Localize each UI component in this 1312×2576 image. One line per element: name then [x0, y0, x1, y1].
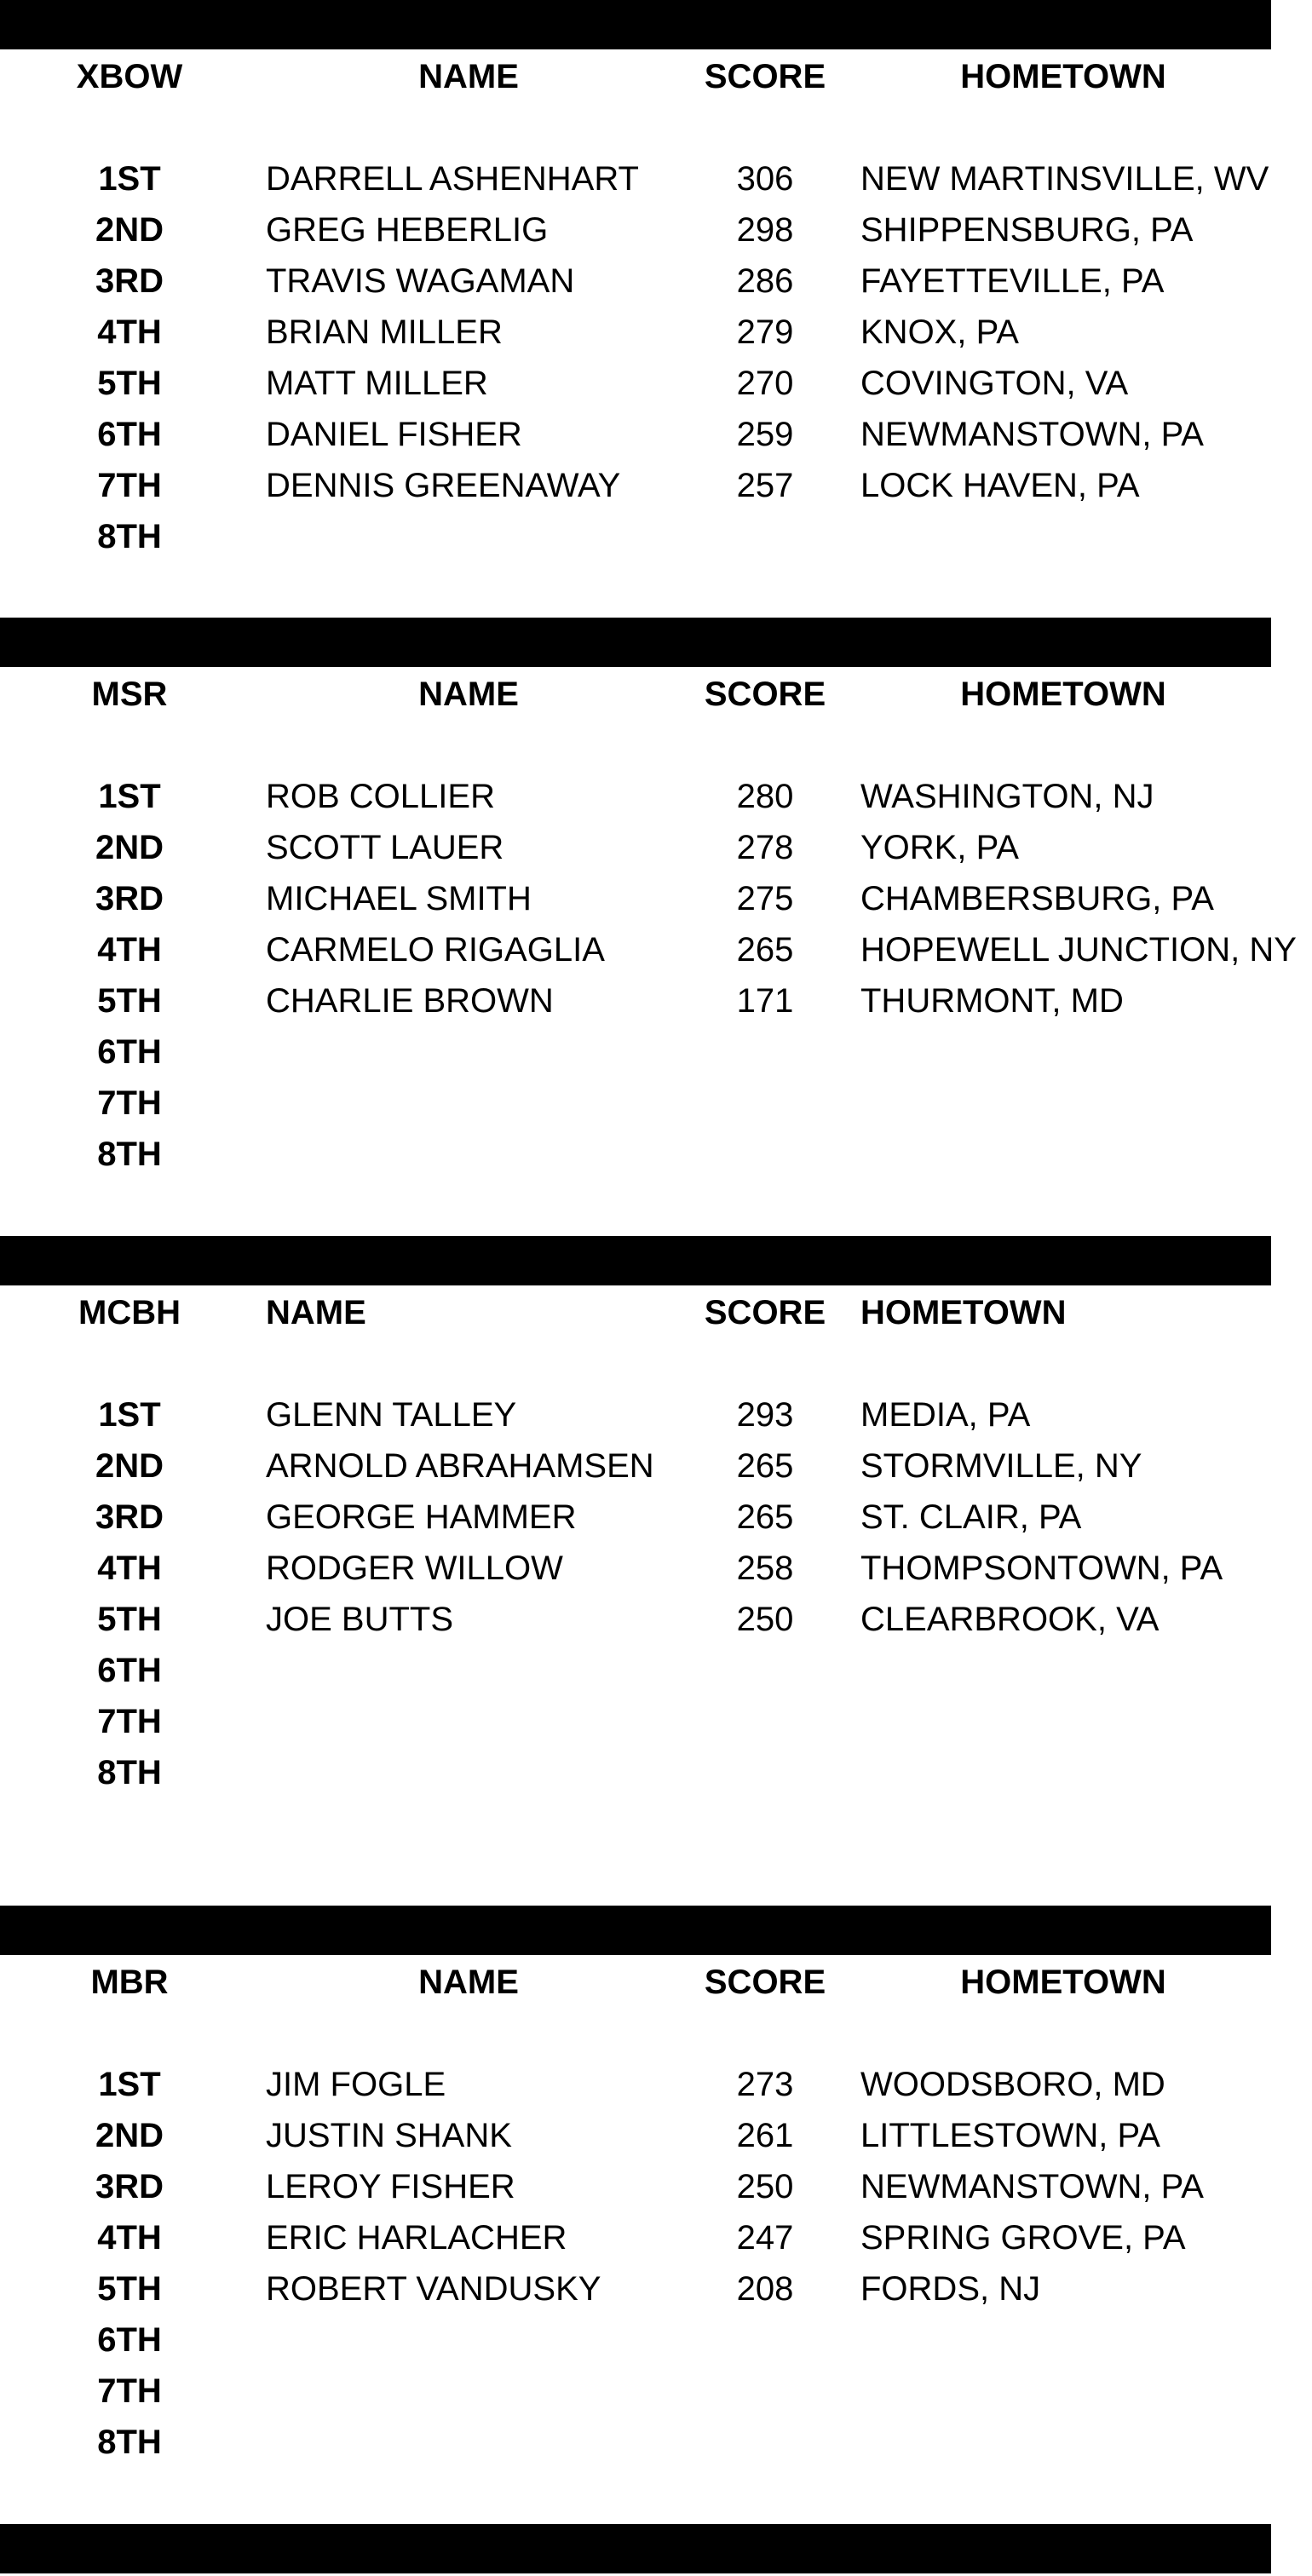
name-cell: ARNOLD ABRAHAMSEN: [266, 1447, 654, 1485]
table-row: [0, 1129, 1312, 1180]
header-row: [0, 1287, 1312, 1338]
divider-bar: [0, 0, 1271, 49]
name-cell: DENNIS GREENAWAY: [266, 467, 621, 504]
hometown-cell: SPRING GROVE, PA: [860, 2219, 1186, 2257]
header-row: [0, 51, 1312, 102]
place-cell: 6TH: [97, 1652, 162, 1689]
score-cell: 275: [736, 880, 794, 917]
table-row: [0, 1389, 1312, 1440]
name-cell: ERIC HARLACHER: [266, 2219, 567, 2257]
division-label: MSR: [91, 676, 168, 713]
hometown-cell: LOCK HAVEN, PA: [860, 467, 1140, 504]
table-row: [0, 1747, 1312, 1798]
hometown-cell: THOMPSONTOWN, PA: [860, 1550, 1223, 1587]
name-cell: ROB COLLIER: [266, 778, 495, 815]
place-cell: 3RD: [95, 262, 164, 300]
place-cell: 8TH: [97, 1136, 162, 1173]
place-cell: 5TH: [97, 365, 162, 402]
hometown-cell: ST. CLAIR, PA: [860, 1498, 1082, 1536]
name-cell: MATT MILLER: [266, 365, 488, 402]
header-row: [0, 669, 1312, 720]
hometown-cell: FAYETTEVILLE, PA: [860, 262, 1165, 300]
table-row: [0, 771, 1312, 822]
table-row: [0, 975, 1312, 1026]
divider-bar: [0, 1906, 1271, 1955]
place-cell: 7TH: [97, 467, 162, 504]
table-row: [0, 2212, 1312, 2263]
name-cell: JUSTIN SHANK: [266, 2117, 512, 2154]
name-cell: ROBERT VANDUSKY: [266, 2270, 601, 2308]
hometown-cell: THURMONT, MD: [860, 982, 1124, 1020]
name-cell: JIM FOGLE: [266, 2066, 446, 2103]
score-header: SCORE: [704, 676, 826, 713]
place-cell: 8TH: [97, 518, 162, 555]
score-cell: 270: [736, 365, 794, 402]
place-cell: 3RD: [95, 880, 164, 917]
score-cell: 258: [736, 1550, 794, 1587]
score-cell: 247: [736, 2219, 794, 2257]
table-row: [0, 924, 1312, 975]
place-cell: 3RD: [95, 1498, 164, 1536]
name-header: NAME: [418, 58, 519, 95]
hometown-cell: WASHINGTON, NJ: [860, 778, 1154, 815]
name-header: NAME: [418, 676, 519, 713]
score-cell: 286: [736, 262, 794, 300]
name-cell: CARMELO RIGAGLIA: [266, 931, 605, 969]
hometown-header: HOMETOWN: [960, 58, 1166, 95]
table-row: [0, 2161, 1312, 2212]
table-row: [0, 511, 1312, 562]
hometown-cell: KNOX, PA: [860, 313, 1019, 351]
table-row: [0, 1645, 1312, 1696]
table-row: [0, 1078, 1312, 1129]
place-cell: 2ND: [95, 211, 164, 249]
table-row: [0, 409, 1312, 460]
score-cell: 171: [736, 982, 794, 1020]
place-cell: 6TH: [97, 1033, 162, 1071]
score-cell: 278: [736, 829, 794, 866]
table-row: [0, 256, 1312, 307]
table-row: [0, 2314, 1312, 2366]
score-cell: 250: [736, 1601, 794, 1638]
hometown-header: HOMETOWN: [860, 1294, 1067, 1331]
name-cell: DANIEL FISHER: [266, 416, 522, 453]
table-row: [0, 2417, 1312, 2468]
place-cell: 5TH: [97, 982, 162, 1020]
divider-bar: [0, 2524, 1271, 2573]
score-header: SCORE: [704, 58, 826, 95]
score-cell: 265: [736, 1447, 794, 1485]
hometown-cell: CHAMBERSBURG, PA: [860, 880, 1214, 917]
score-cell: 298: [736, 211, 794, 249]
place-cell: 5TH: [97, 1601, 162, 1638]
hometown-cell: CLEARBROOK, VA: [860, 1601, 1160, 1638]
place-cell: 2ND: [95, 829, 164, 866]
score-cell: 208: [736, 2270, 794, 2308]
score-cell: 265: [736, 931, 794, 969]
hometown-header: HOMETOWN: [960, 676, 1166, 713]
name-header: NAME: [266, 1294, 366, 1331]
hometown-cell: MEDIA, PA: [860, 1396, 1031, 1434]
name-cell: RODGER WILLOW: [266, 1550, 563, 1587]
division-label: MCBH: [78, 1294, 181, 1331]
place-cell: 4TH: [97, 931, 162, 969]
hometown-cell: NEW MARTINSVILLE, WV: [860, 160, 1269, 198]
table-row: [0, 1543, 1312, 1594]
table-row: [0, 1026, 1312, 1078]
division-label: XBOW: [76, 58, 183, 95]
place-cell: 4TH: [97, 2219, 162, 2257]
table-row: [0, 1440, 1312, 1492]
score-header: SCORE: [704, 1294, 826, 1331]
place-cell: 1ST: [98, 160, 161, 198]
table-row: [0, 1696, 1312, 1747]
hometown-cell: LITTLESTOWN, PA: [860, 2117, 1160, 2154]
place-cell: 8TH: [97, 2424, 162, 2461]
score-cell: 259: [736, 416, 794, 453]
hometown-cell: STORMVILLE, NY: [860, 1447, 1142, 1485]
place-cell: 8TH: [97, 1754, 162, 1791]
score-cell: 273: [736, 2066, 794, 2103]
place-cell: 1ST: [98, 1396, 161, 1434]
place-cell: 2ND: [95, 1447, 164, 1485]
table-row: [0, 2059, 1312, 2110]
score-cell: 280: [736, 778, 794, 815]
score-cell: 257: [736, 467, 794, 504]
place-cell: 7TH: [97, 2372, 162, 2410]
score-cell: 293: [736, 1396, 794, 1434]
table-row: [0, 1492, 1312, 1543]
score-cell: 261: [736, 2117, 794, 2154]
place-cell: 3RD: [95, 2168, 164, 2205]
score-cell: 265: [736, 1498, 794, 1536]
table-row: [0, 2366, 1312, 2417]
table-row: [0, 2263, 1312, 2314]
name-cell: CHARLIE BROWN: [266, 982, 554, 1020]
place-cell: 5TH: [97, 2270, 162, 2308]
name-cell: GEORGE HAMMER: [266, 1498, 577, 1536]
score-cell: 250: [736, 2168, 794, 2205]
table-row: [0, 2110, 1312, 2161]
hometown-header: HOMETOWN: [960, 1964, 1166, 2001]
header-row: [0, 1957, 1312, 2008]
score-cell: 279: [736, 313, 794, 351]
place-cell: 4TH: [97, 313, 162, 351]
hometown-cell: NEWMANSTOWN, PA: [860, 2168, 1204, 2205]
name-cell: GLENN TALLEY: [266, 1396, 517, 1434]
table-row: [0, 358, 1312, 409]
name-cell: LEROY FISHER: [266, 2168, 515, 2205]
table-row: [0, 460, 1312, 511]
divider-bar: [0, 1236, 1271, 1285]
name-cell: GREG HEBERLIG: [266, 211, 549, 249]
score-header: SCORE: [704, 1964, 826, 2001]
name-cell: MICHAEL SMITH: [266, 880, 532, 917]
name-cell: JOE BUTTS: [266, 1601, 454, 1638]
hometown-cell: WOODSBORO, MD: [860, 2066, 1165, 2103]
hometown-cell: COVINGTON, VA: [860, 365, 1129, 402]
table-row: [0, 204, 1312, 256]
name-cell: SCOTT LAUER: [266, 829, 504, 866]
table-row: [0, 1594, 1312, 1645]
divider-bar: [0, 618, 1271, 667]
place-cell: 7TH: [97, 1084, 162, 1122]
table-row: [0, 873, 1312, 924]
hometown-cell: SHIPPENSBURG, PA: [860, 211, 1194, 249]
place-cell: 2ND: [95, 2117, 164, 2154]
place-cell: 7TH: [97, 1703, 162, 1740]
place-cell: 4TH: [97, 1550, 162, 1587]
name-cell: TRAVIS WAGAMAN: [266, 262, 575, 300]
hometown-cell: HOPEWELL JUNCTION, NY: [860, 931, 1297, 969]
hometown-cell: NEWMANSTOWN, PA: [860, 416, 1204, 453]
table-row: [0, 307, 1312, 358]
division-label: MBR: [90, 1964, 169, 2001]
place-cell: 6TH: [97, 2321, 162, 2359]
name-header: NAME: [418, 1964, 519, 2001]
name-cell: BRIAN MILLER: [266, 313, 503, 351]
table-row: [0, 153, 1312, 204]
hometown-cell: FORDS, NJ: [860, 2270, 1041, 2308]
place-cell: 1ST: [98, 778, 161, 815]
place-cell: 6TH: [97, 416, 162, 453]
place-cell: 1ST: [98, 2066, 161, 2103]
name-cell: DARRELL ASHENHART: [266, 160, 639, 198]
hometown-cell: YORK, PA: [860, 829, 1019, 866]
table-row: [0, 822, 1312, 873]
score-cell: 306: [736, 160, 794, 198]
